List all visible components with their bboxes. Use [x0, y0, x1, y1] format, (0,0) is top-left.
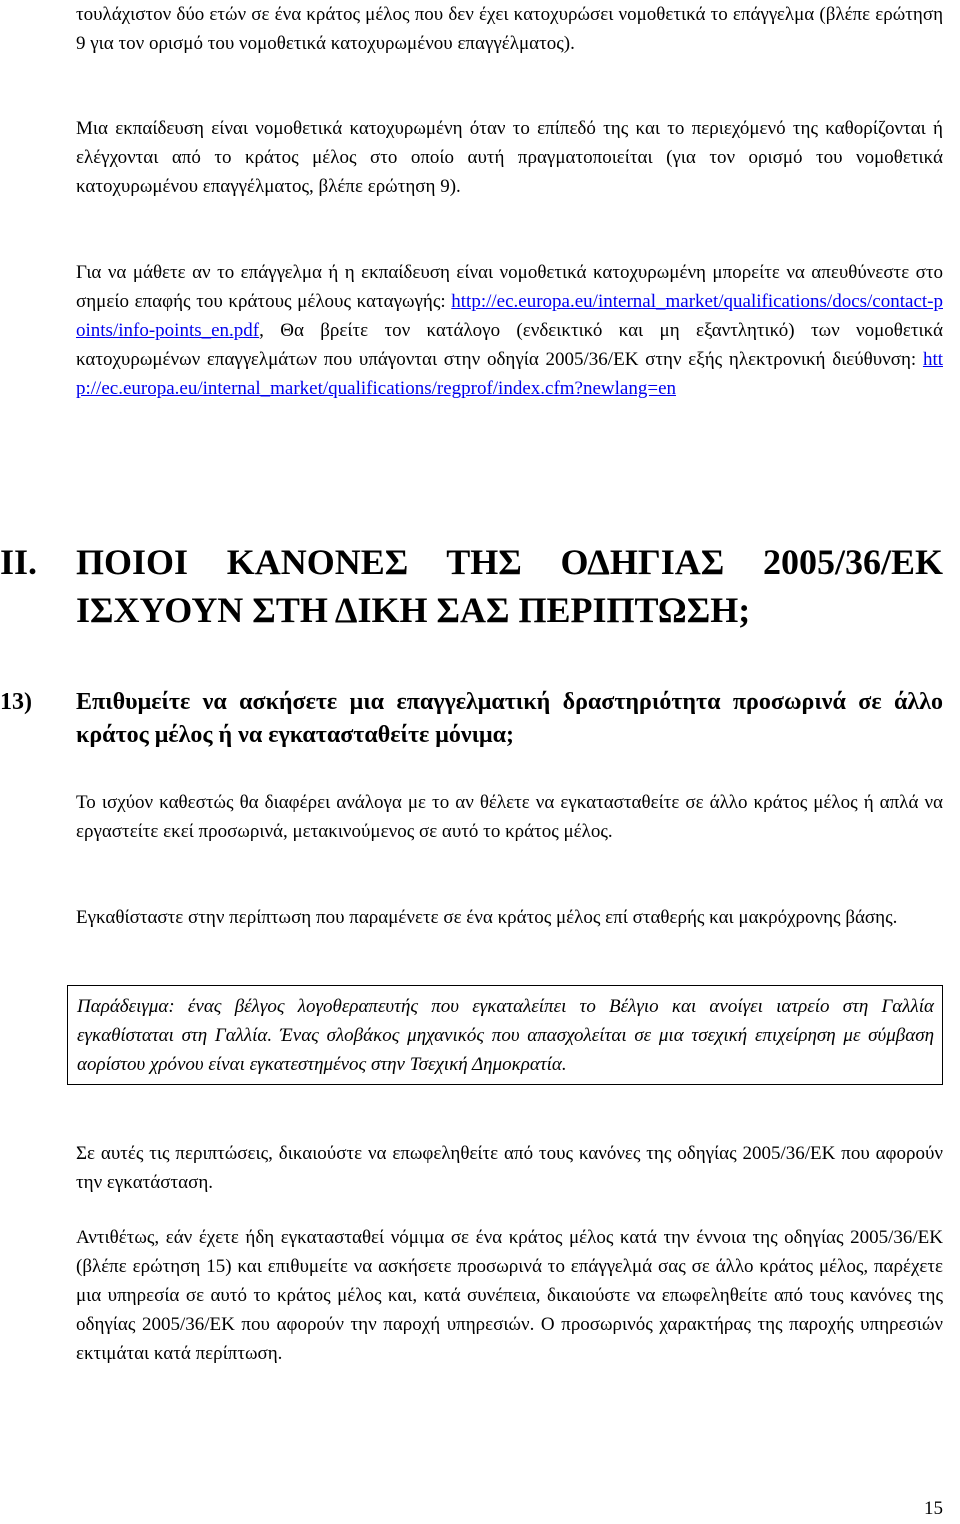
paragraph-text: Εγκαθίσταστε στην περίπτωση που παραμένετε σε ένα κράτος μέλος επί σταθερής και μακρόχρονης βάσης. — [76, 907, 898, 928]
question-heading — [0, 686, 943, 752]
paragraph-establishment-definition — [76, 903, 943, 932]
regprof-database-link[interactable]: http://ec.europa.eu/internal_market/qualifications/regprof/index.cfm?newlang=en — [76, 349, 943, 399]
paragraph-text: Σε αυτές τις περιπτώσεις, δικαιούστε να επωφεληθείτε από τους κανόνες της οδηγίας 2005/36/ΕΚ που αφορούν την εγκατάσταση. — [76, 1143, 943, 1193]
question-number: 13) — [0, 689, 32, 715]
paragraph-text — [76, 258, 943, 403]
paragraph-service-provision — [76, 1223, 943, 1368]
page-number: 15 — [924, 1498, 943, 1519]
paragraph-contact-points — [76, 258, 943, 403]
question-title: Επιθυμείτε να ασκήσετε μια επαγγελματική δραστηριότητα προσωρινά σε άλλο κράτος μέλος ή να εγκατασταθείτε μόνιμα; — [76, 689, 943, 748]
example-box — [67, 985, 943, 1085]
paragraph-text-part: , Θα βρείτε τον κατάλογο (ενδεικτικό και μη εξαντλητικό) των νομοθετικά κατοχυρωμένων επαγγελμάτων που υπάγονται στην οδηγία 2005/36/ΕΚ στην εξής ηλεκτρονική διεύθυνση: — [76, 320, 943, 370]
paragraph-regulated-education — [76, 114, 943, 201]
section-heading — [0, 538, 943, 634]
example-text: Παράδειγμα: ένας βέλγος λογοθεραπευτής που εγκαταλείπει το Βέλγιο και ανοίγει ιατρείο στη Γαλλία εγκαθίσταται στη Γαλλία. Ένας σλοβάκος μηχανικός που απασχολείται σε μια τσεχική επιχείρηση με σύμβαση αορίστου χρόνου είναι εγκατεστημένος στην Τσεχική Δημοκρατία. — [77, 996, 934, 1075]
section-title: ΠΟΙΟΙ ΚΑΝΟΝΕΣ ΤΗΣ ΟΔΗΓΙΑΣ 2005/36/ΕΚ ΙΣΧΥΟΥΝ ΣΤΗ ΔΙΚΗ ΣΑΣ ΠΕΡΙΠΤΩΣΗ; — [76, 542, 943, 630]
paragraph-text: τουλάχιστον δύο ετών σε ένα κράτος μέλος που δεν έχει κατοχυρώσει νομοθετικά το επάγγελμα (βλέπε ερώτηση 9 για τον ορισμό του νομοθετικά κατοχυρωμένου επαγγέλματος). — [76, 4, 943, 54]
paragraph-text: Μια εκπαίδευση είναι νομοθετικά κατοχυρωμένη όταν το επίπεδό της και το περιεχόμενό της καθορίζονται ή ελέγχονται από το κράτος μέλος στο οποίο αυτή πραγματοποιείται (για τον ορισμό του νομοθετικά κατοχυρωμένου επαγγέλματος, βλέπε ερώτηση 9). — [76, 118, 943, 197]
paragraph-intro-continuation — [76, 0, 943, 58]
paragraph-regime-depends — [76, 788, 943, 846]
paragraph-establishment-rules — [76, 1139, 943, 1197]
contact-points-link[interactable]: http://ec.europa.eu/internal_market/qualifications/docs/contact-points/info-points_en.pdf — [76, 291, 943, 341]
section-number: II. — [0, 542, 38, 582]
paragraph-text: Αντιθέτως, εάν έχετε ήδη εγκατασταθεί νόμιμα σε ένα κράτος μέλος κατά την έννοια της οδηγίας 2005/36/ΕΚ (βλέπε ερώτηση 15) και επιθυμείτε να ασκήσετε προσωρινά το επάγγελμά σας σε άλλο κράτος μέλος, παρέχετε μια υπηρεσία σε αυτό το κράτος μέλος και, κατά συνέπεια, δικαιούστε να επωφεληθείτε από τους κανόνες της οδηγίας 2005/36/ΕΚ που αφορούν την παροχή υπηρεσιών. Ο προσωρινός χαρακτήρας της παροχής υπηρεσιών εκτιμάται κατά περίπτωση. — [76, 1227, 943, 1364]
paragraph-text-part: Για να μάθετε αν το επάγγελμα ή η εκπαίδευση είναι νομοθετικά κατοχυρωμένη μπορείτε να απευθύνεστε στο σημείο επαφής του κράτους μέλους καταγωγής: — [76, 262, 943, 312]
paragraph-text: Το ισχύον καθεστώς θα διαφέρει ανάλογα με το αν θέλετε να εγκατασταθείτε σε άλλο κράτος μέλος ή απλά να εργαστείτε εκεί προσωρινά, μετακινούμενος σε αυτό το κράτος μέλος. — [76, 792, 943, 842]
